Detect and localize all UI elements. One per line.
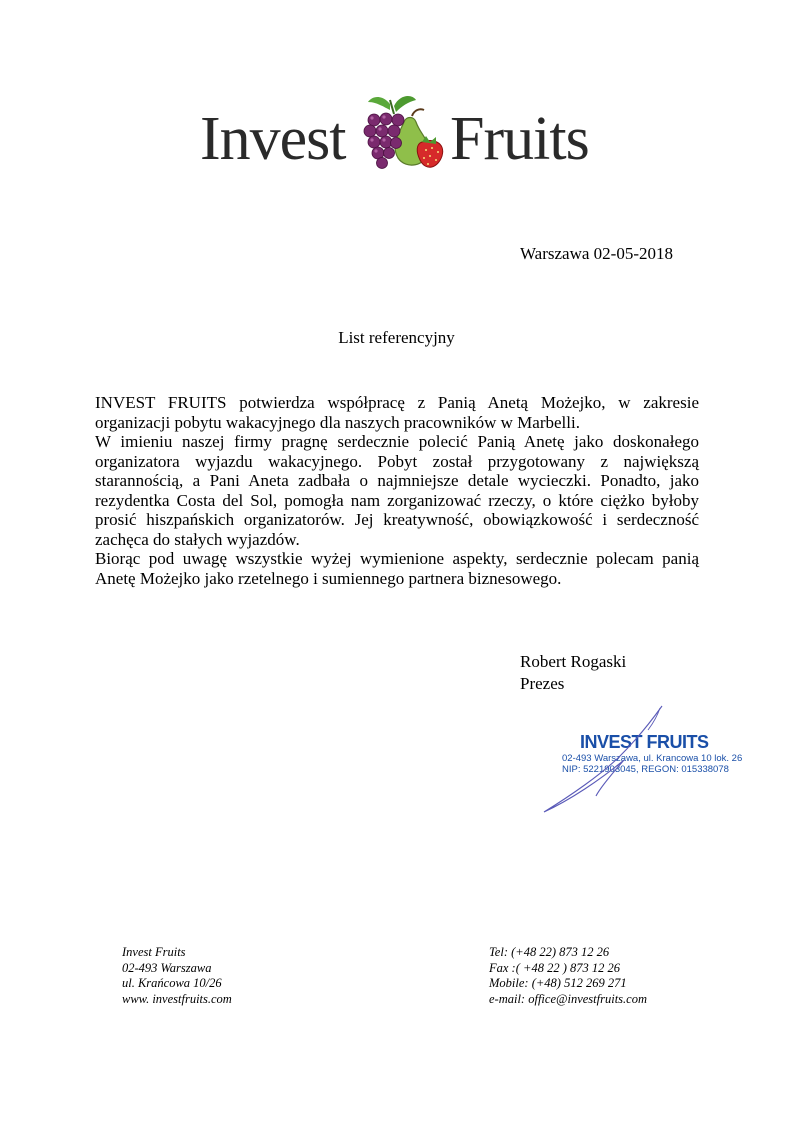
stamp-tax-ids: NIP: 5221903045, REGON: 015338078 bbox=[562, 764, 729, 775]
footer-fax: Fax :( +48 22 ) 873 12 26 bbox=[489, 960, 620, 975]
footer-mobile: Mobile: (+48) 512 269 271 bbox=[489, 976, 627, 990]
letter-subject: List referencyjny bbox=[338, 328, 455, 347]
stamp-address: 02-493 Warszawa, ul. Krancowa 10 lok. 26 bbox=[562, 753, 743, 764]
company-stamp bbox=[540, 700, 743, 820]
footer-company-info bbox=[122, 945, 232, 1007]
signature-block bbox=[520, 651, 626, 694]
body-paragraph-2: W imieniu naszej firmy pragnę serdecznie polecić Panią Anetę jako doskonałego organizatora wyjazdu wakacyjnego. Pobyt został przygotowany z największą starannością, a Pani Aneta zadbała o najmniejsze detale wycieczki. Ponadto, jako rezydentka Costa del Sol, pomogła nam zorganizować rzeczy, o które ciężko byłoby prosić hiszpańskich organizatorów. Jej kreatywność, obowiązkowość i serdeczność zachęca do stałych wyjazdów. bbox=[95, 432, 699, 549]
logo-word-fruits: Fruits bbox=[450, 105, 589, 173]
logo-word-invest: Invest bbox=[200, 105, 346, 173]
letter-date: Warszawa 02-05-2018 bbox=[520, 244, 673, 263]
footer-email: e-mail: office@investfruits.com bbox=[489, 991, 647, 1006]
footer-tel: Tel: (+48 22) 873 12 26 bbox=[489, 945, 610, 959]
signer-name: Robert Rogaski bbox=[520, 652, 627, 671]
body-paragraph-3: Biorąc pod uwagę wszystkie wyżej wymienione aspekty, serdecznie polecam panią Anetę Możejko jako rzetelnego i sumiennego partnera biznesowego. bbox=[95, 549, 699, 588]
footer-contact-info bbox=[489, 945, 647, 1007]
footer-website: www. investfruits.com bbox=[122, 991, 232, 1006]
company-logo bbox=[200, 92, 610, 182]
signer-title: Prezes bbox=[520, 673, 565, 693]
stamp-title: INVEST FRUITS bbox=[580, 732, 709, 752]
footer-company-name: Invest Fruits bbox=[122, 945, 186, 959]
footer-street: ul. Krańcowa 10/26 bbox=[122, 976, 222, 990]
footer-postal-city: 02-493 Warszawa bbox=[122, 960, 212, 975]
letter-body bbox=[95, 393, 699, 588]
handwritten-signature bbox=[540, 700, 730, 820]
fruit-logo-icon bbox=[360, 92, 450, 176]
body-paragraph-1: INVEST FRUITS potwierdza współpracę z Panią Anetą Możejko, w zakresie organizacji pobytu wakacyjnego dla naszych pracowników w Marbelli. bbox=[95, 393, 699, 432]
